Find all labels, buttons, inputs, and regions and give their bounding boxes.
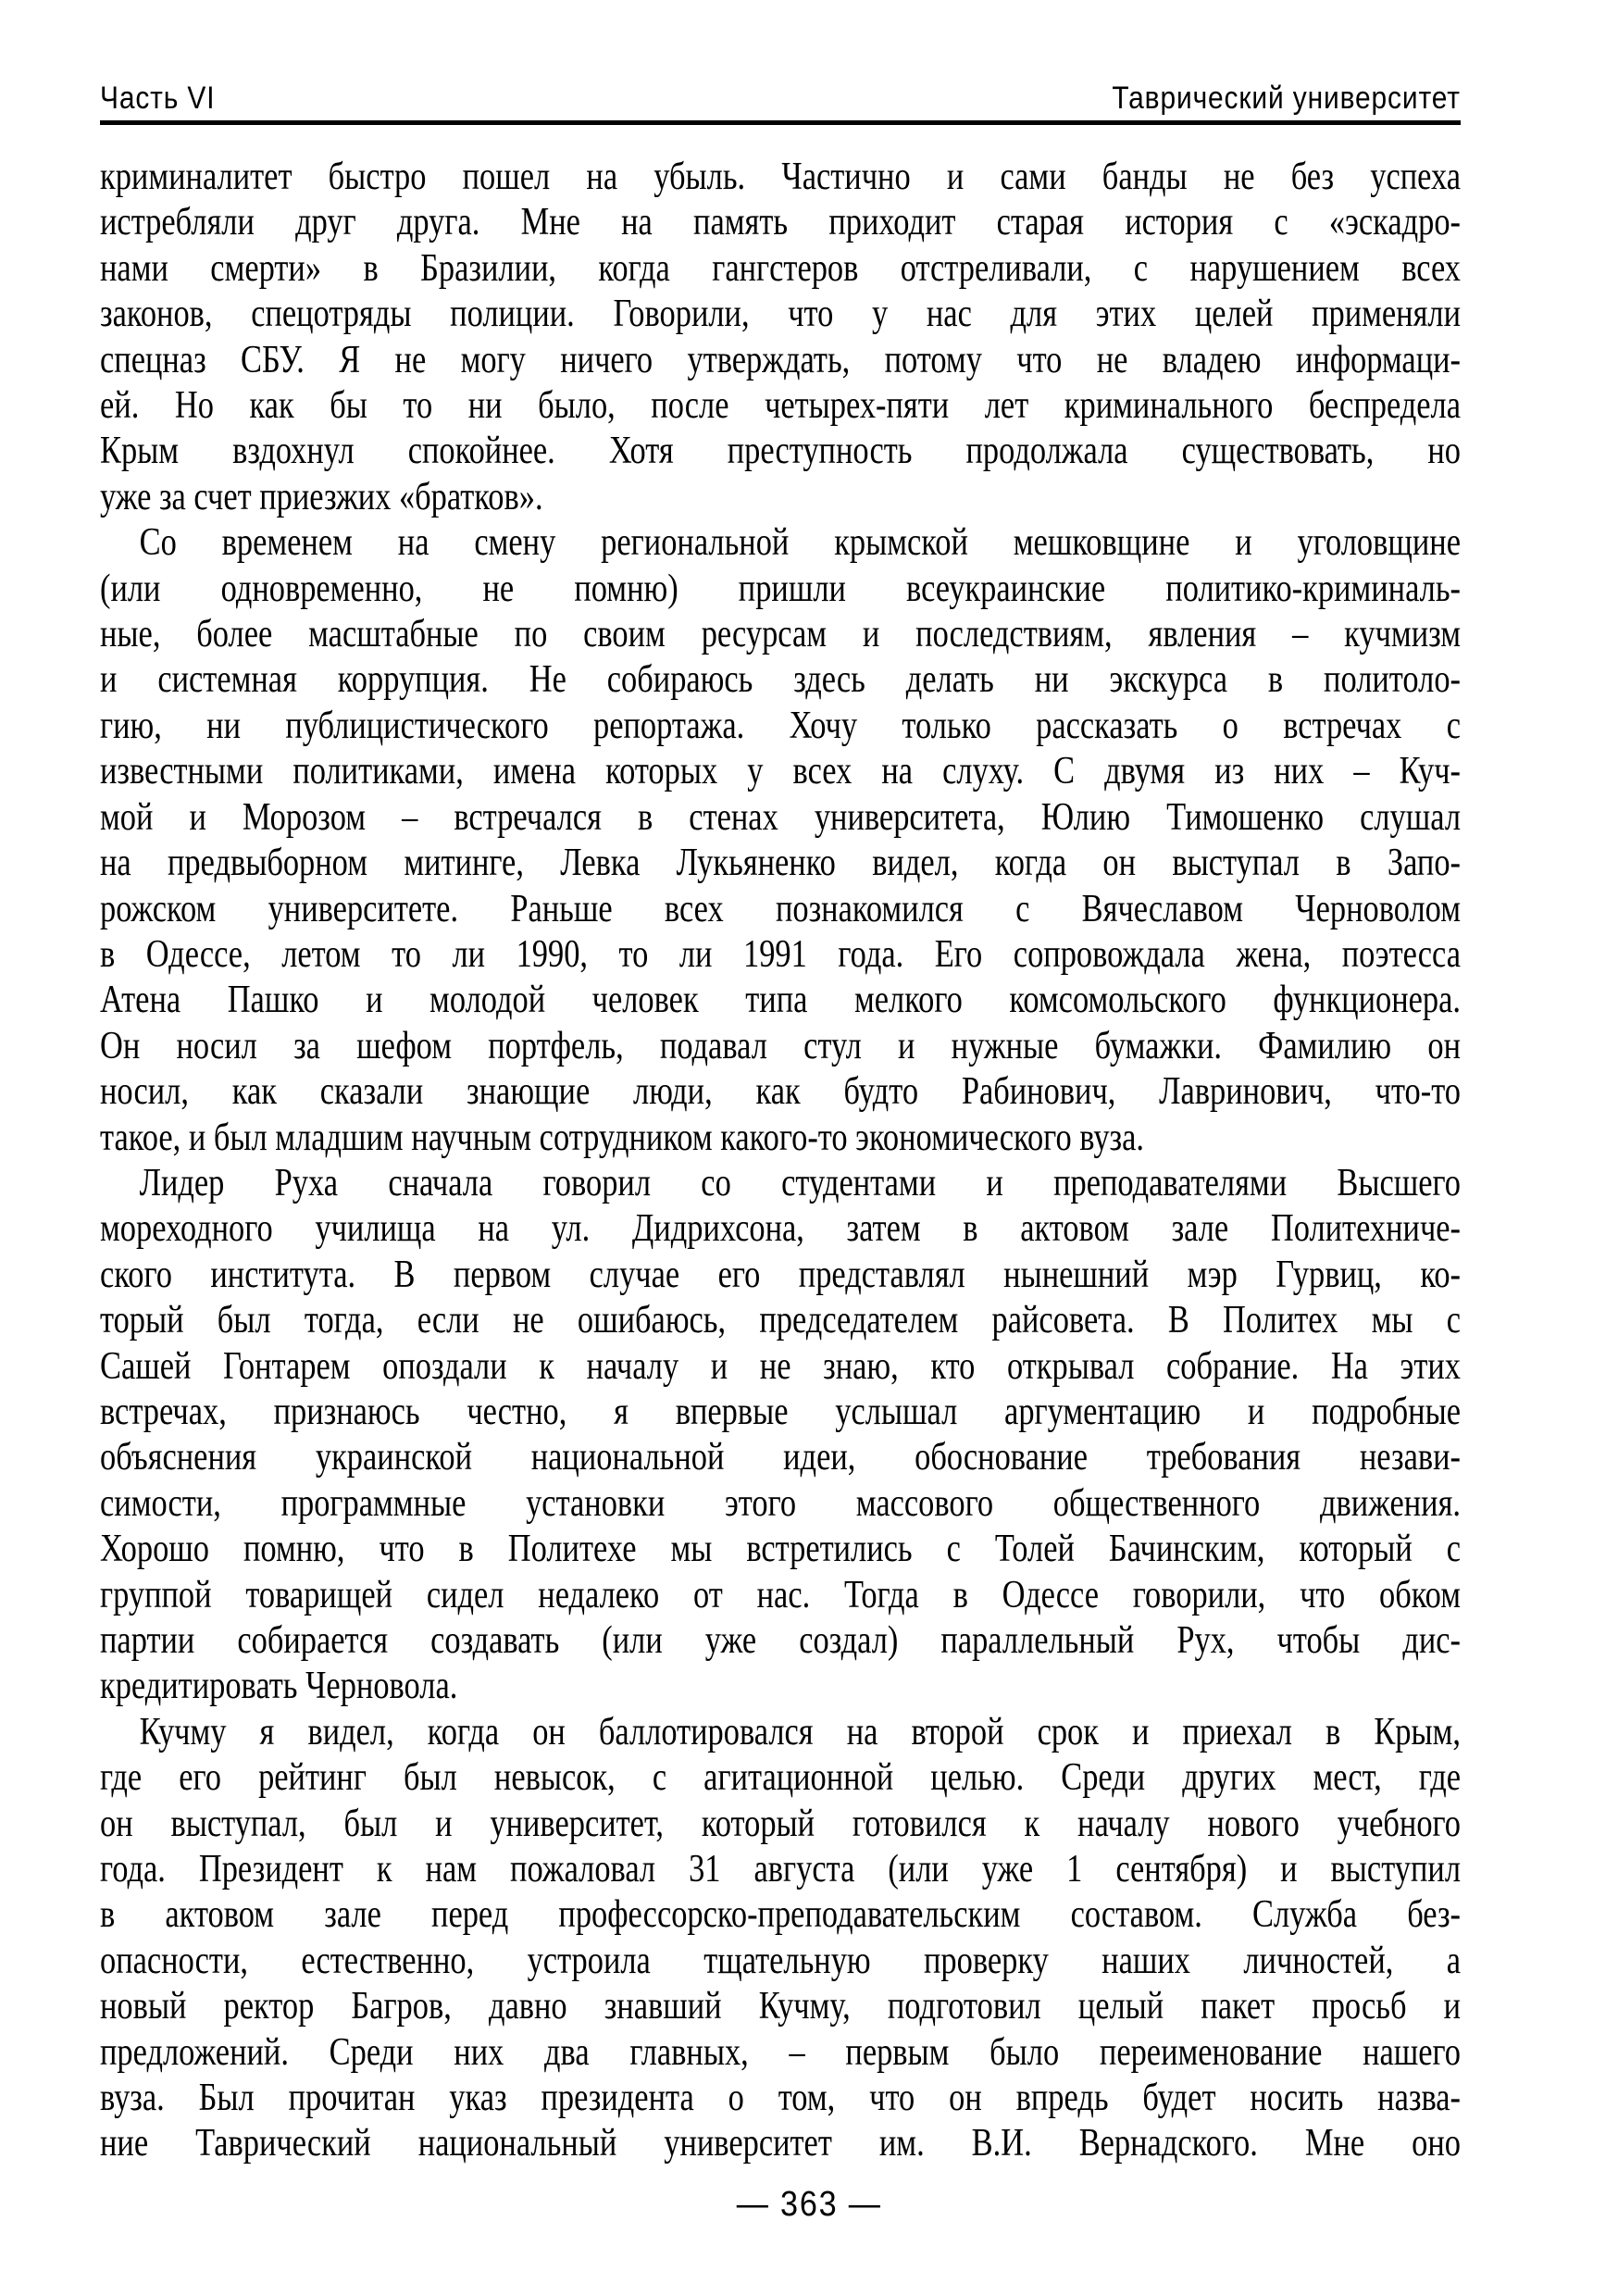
text-line: ского института. В первом случае его представлял нынешний мэр Гурвиц, ко- [100,1253,1462,1296]
text-line: объяснения украинской национальной идеи, обоснование требования незави- [100,1436,1462,1479]
text-line: ей. Но как бы то ни было, после четырех-пяти лет криминального беспредела [100,384,1462,428]
header-rule [100,120,1461,125]
text-line: где его рейтинг был невысок, с агитационной целью. Среди других мест, где [100,1756,1462,1800]
text-line: он выступал, был и университет, который готовился к началу нового учебного [100,1802,1462,1845]
text-line: Атена Пашко и молодой человек типа мелкого комсомольского функционера. [100,979,1462,1022]
text-line: Крым вздохнул спокойнее. Хотя преступность продолжала существовать, но [100,430,1462,473]
text-line: торый был тогда, если не ошибаюсь, председателем райсовета. В Политех мы с [100,1299,1462,1342]
text-line: истребляли друг друга. Мне на память приходит старая история с «эскадро- [100,201,1462,244]
text-line: предложений. Среди них два главных, – первым было переименование нашего [100,2030,1462,2074]
text-line: законов, спецотряды полиции. Говорили, что у нас для этих целей применяли [100,293,1462,336]
page-number: — 363 — [736,2185,882,2224]
text-line: известными политиками, имена которых у всех на слуху. С двумя из них – Куч- [100,750,1462,793]
text-line: Со временем на смену региональной крымской мешковщине и уголовщине [139,521,1462,565]
text-line: ные, более масштабные по своим ресурсам и последствиям, явления – кучмизм [100,613,1462,656]
text-line: уже за счет приезжих «братков». [100,475,543,518]
text-line: ние Таврический национальный университет им. В.И. Вернадского. Мне оно [100,2122,1462,2165]
text-line: встречах, признаюсь честно, я впервые услышал аргументацию и подробные [100,1390,1462,1433]
text-line: опасности, естественно, устроила тщательную проверку наших личностей, а [100,1939,1462,1982]
text-line: рожском университете. Раньше всех познакомился с Вячеславом Черноволом [100,887,1462,930]
text-line: года. Президент к нам пожаловал 31 августа (или уже 1 сентября) и выступил [100,1848,1462,1891]
text-line: Лидер Руха сначала говорил со студентами и преподавателями Высшего [139,1161,1462,1204]
text-line: новый ректор Багров, давно знавший Кучму, подготовил целый пакет просьб и [100,1985,1462,2028]
text-line: мой и Морозом – встречался в стенах университета, Юлию Тимошенко слушал [100,795,1462,839]
text-line: носил, как сказали знающие люди, как будто Рабинович, Лавринович, что-то [100,1070,1462,1114]
text-line: Кучму я видел, когда он баллотировался на второй срок и приехал в Крым, [139,1710,1462,1753]
text-line: гию, ни публицистического репортажа. Хочу только рассказать о встречах с [100,704,1462,747]
text-line: Сашей Гонтарем опоздали к началу и не знаю, кто открывал собрание. На этих [100,1344,1462,1388]
text-line: нами смерти» в Бразилии, когда гангстеров отстреливали, с нарушением всех [100,246,1462,290]
text-line: группой товарищей сидел недалеко от нас. Тогда в Одессе говорили, что обком [100,1573,1462,1616]
text-line: такое, и был младшим научным сотрудником какого-то экономического вуза. [100,1116,1145,1159]
text-line: Хорошо помню, что в Политехе мы встретились с Толей Бачинским, который с [100,1528,1462,1571]
header-chapter-title: Таврический университет [1112,81,1461,116]
page-footer [0,2185,1618,2225]
text-line: на предвыборном митинге, Левка Лукьяненко видел, когда он выступал в Запо- [100,842,1462,885]
text-line: вуза. Был прочитан указ президента о том, что он впредь будет носить назва- [100,2077,1462,2120]
text-line: мореходного училища на ул. Дидрихсона, затем в актовом зале Политехниче- [100,1207,1462,1251]
running-header [100,80,1461,117]
text-line: спецназ СБУ. Я не могу ничего утверждать, потому что не владею информаци- [100,338,1462,381]
text-line: в Одессе, летом то ли 1990, то ли 1991 года. Его сопровождала жена, поэтесса [100,932,1462,976]
text-line: в актовом зале перед профессорско-преподавательским составом. Служба без- [100,1893,1462,1937]
page-body [100,155,1461,2167]
header-section-title: Часть VI [100,81,216,116]
text-line: и системная коррупция. Не собираюсь здесь делать ни экскурса в политоло- [100,658,1462,702]
text-line: криминалитет быстро пошел на убыль. Частично и сами банды не без успеха [100,156,1462,198]
text-line: кредитировать Черновола. [100,1665,458,1708]
text-line: партии собирается создавать (или уже создал) параллельный Рух, чтобы дис- [100,1619,1462,1662]
text-line: симости, программные установки этого массового общественного движения. [100,1481,1462,1525]
text-line: Он носил за шефом портфель, подавал стул и нужные бумажки. Фамилию он [100,1024,1462,1067]
text-line: (или одновременно, не помню) пришли всеукраинские политико-криминаль- [100,567,1462,610]
